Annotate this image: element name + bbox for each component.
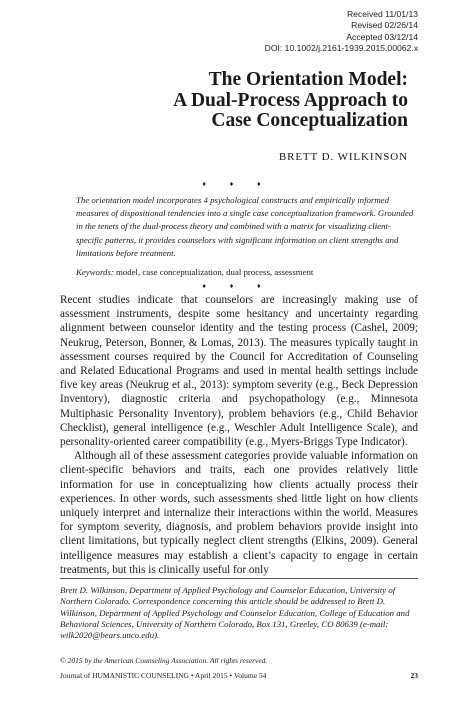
- title-line-1: The Orientation Model:: [208, 69, 408, 90]
- separator-top: ♦ ♦ ♦: [202, 180, 272, 188]
- footnote-rule: [60, 578, 418, 579]
- copyright-symbol: ©: [60, 656, 66, 665]
- journal-info: Journal of HUMANISTIC COUNSELING • April 2015 • Volume 54: [60, 671, 267, 680]
- keywords-label: Keywords:: [76, 267, 114, 277]
- author-name: BRETT D. WILKINSON: [278, 151, 408, 163]
- copyright-text: 2015 by the American Counseling Association. All rights reserved.: [65, 656, 268, 665]
- author-note: Brett D. Wilkinson, Department of Applied Psychology and Counselor Education, University of Northern Colorado. Correspondence concerning this article should be addressed to Brett D. Wilkinson, Department of Applied Psychology and Counselor Education, College of Education and Behavioral Sciences, University of Northern Colorado, Box 131, Greeley, CO 80639 (e-mail: wilk2020@bears.unco.edu).: [60, 585, 410, 641]
- abstract: The orientation model incorporates 4 psychological constructs and empirically informed measures of dispositional tendencies into a single case conceptualization framework. Grounded in the tenets of the dual-process theory and combined with a matrix for visualizing client-specific patterns, it provides counselors with significant information on client strengths and limitations before treatment.: [76, 195, 414, 258]
- keywords: [76, 267, 416, 277]
- revised-date: Revised 02/26/14: [351, 20, 418, 31]
- body-text: [60, 293, 418, 577]
- separator-bottom: ♦ ♦ ♦: [202, 282, 272, 290]
- body-paragraph-2: Although all of these assessment categories provide valuable information on client-specific behaviors and traits, each one provides relatively little information for use in conceptualizing how clients actually process their experiences. In other words, such assessments shed little light on how clients uniquely interpret and internalize their interactions within the world. Measures for symptom severity, diagnosis, and problem behaviors provide insight into client limitations, but typically neglect client strengths (Elkins, 2009). General intelligence measures may establish a client’s capacity to engage in certain treatments, but this is clinically useful for only: [60, 450, 418, 576]
- keywords-text: model, case conceptualization, dual process, assessment: [113, 267, 314, 277]
- body-paragraph-1: Recent studies indicate that counselors are increasingly making use of assessment instruments, despite some hesitancy and uncertainty regarding alignment between counselor identity and the testing process (Cashel, 2009; Neukrug, Peterson, Bonner, & Lomas, 2013). The measures typically taught in assessment courses required by the Council for Accreditation of Counseling and Related Educational Programs and used in mental health settings include five key areas (Neukrug et al., 2013): symptom severity (e.g., Beck Depression Inventory), diagnostic criteria and psychopathology (e.g., Minnesota Multiphasic Personality Inventory), problem behaviors (e.g., Child Behavior Checklist), general intelligence (e.g., Weschler Adult Intelligence Scale), and personality-oriented career compatibility (e.g., Myers-Briggs Type Indicator).: [60, 294, 418, 449]
- article-title: [173, 70, 408, 132]
- article-dates: [265, 9, 418, 54]
- title-line-2: A Dual-Process Approach to: [173, 89, 408, 111]
- page-footer: [60, 671, 418, 680]
- copyright-notice: [60, 656, 267, 665]
- title-line-3: Case Conceptualization: [211, 110, 408, 131]
- page-number: 23: [410, 671, 418, 680]
- received-date: Received 11/01/13: [346, 9, 418, 19]
- accepted-date: Accepted 03/12/14: [346, 31, 418, 42]
- doi: DOI: 10.1002/j.2161-1939.2015.00062.x: [264, 42, 418, 53]
